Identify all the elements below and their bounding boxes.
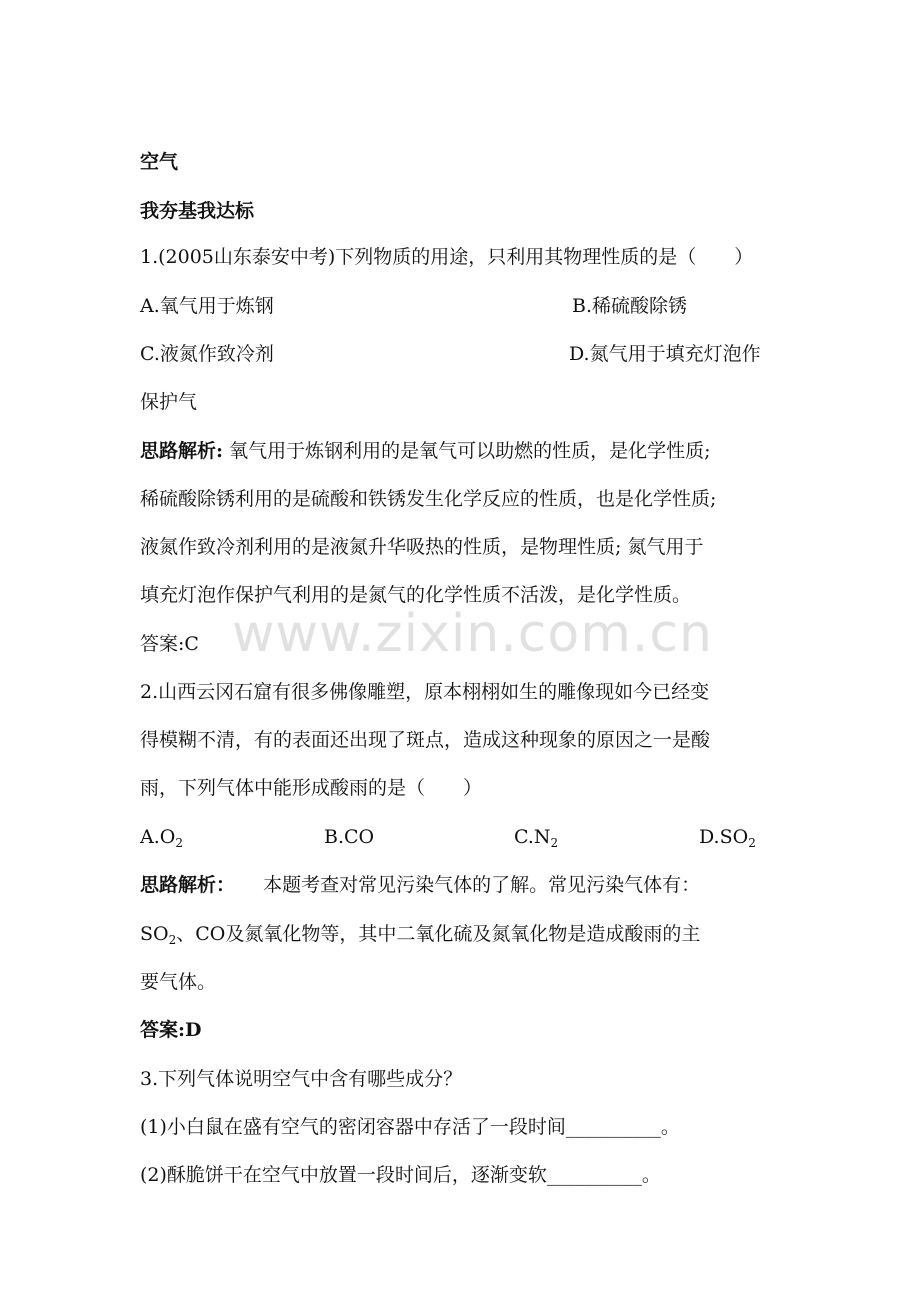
doc-title: 空气 bbox=[140, 151, 179, 173]
q2-option-d: $D.SO_2$ bbox=[699, 826, 756, 850]
q1-analysis-line-4: 填充灯泡作保护气利用的是氮气的化学性质不活泼，是化学性质。 bbox=[140, 584, 692, 606]
q1-answer: 答案:C bbox=[140, 633, 199, 655]
q1-analysis-line-2: 稀硫酸除锈利用的是硫酸和铁锈发生化学反应的性质，也是化学性质; bbox=[140, 488, 717, 510]
q1-option-d-continued: 保护气 bbox=[140, 391, 198, 413]
q2-analysis-text: 本题考查对常见污染气体的了解。常见污染气体有： bbox=[263, 874, 701, 896]
q2-analysis-line-1 bbox=[140, 873, 700, 897]
q1-option-d: D.氮气用于填充灯泡作 bbox=[569, 343, 761, 365]
q1-analysis-line-3: 液氮作致冷剂利用的是液氮升华吸热的性质，是物理性质; 氮气用于 bbox=[140, 536, 704, 558]
q1-analysis-label: 思路解析: bbox=[140, 440, 224, 462]
section-heading: 我夯基我达标 bbox=[140, 200, 255, 222]
q2-option-a: $A.O_2$ bbox=[140, 826, 183, 850]
watermark: www.zixin.com.cn bbox=[232, 604, 713, 664]
q1-option-a: A.氧气用于炼钢 bbox=[140, 295, 274, 317]
q1-analysis-text: 氧气用于炼钢利用的是氧气可以助燃的性质，是化学性质; bbox=[229, 440, 711, 462]
q2-answer: 答案:D bbox=[140, 1019, 202, 1041]
q3-stem: 3.下列气体说明空气中含有哪些成分？ bbox=[140, 1068, 463, 1090]
q1-stem: 1.(2005山东泰安中考)下列物质的用途，只利用其物理性质的是（ ） bbox=[140, 246, 754, 268]
q2-analysis-line-3: 要气体。 bbox=[140, 971, 217, 993]
q2-option-c: $C.N_2$ bbox=[514, 826, 559, 850]
q1-option-b: B.稀硫酸除锈 bbox=[572, 295, 688, 317]
q2-stem-line-3: 雨，下列气体中能形成酸雨的是（ ） bbox=[140, 777, 483, 799]
q3-item-2: (2)酥脆饼干在空气中放置一段时间后，逐渐变软__________。 bbox=[140, 1164, 661, 1186]
q1-analysis-line-1 bbox=[140, 439, 710, 463]
q2-analysis-line-2: $SO_2$、CO及氮氧化物等，其中二氧化硫及氮氧化物是造成酸雨的主 bbox=[140, 923, 701, 947]
q3-item-1: (1)小白鼠在盛有空气的密闭容器中存活了一段时间__________。 bbox=[140, 1116, 680, 1138]
q1-option-c: C.液氮作致冷剂 bbox=[140, 343, 274, 365]
q2-stem-line-2: 得模糊不清，有的表面还出现了斑点，造成这种现象的原因之一是酸 bbox=[140, 729, 711, 751]
q2-analysis-label: 思路解析： bbox=[140, 874, 236, 896]
q2-stem-line-1: 2.山西云冈石窟有很多佛像雕塑，原本栩栩如生的雕像现如今已经变 bbox=[140, 681, 710, 703]
q2-option-b: B.CO bbox=[324, 826, 375, 848]
